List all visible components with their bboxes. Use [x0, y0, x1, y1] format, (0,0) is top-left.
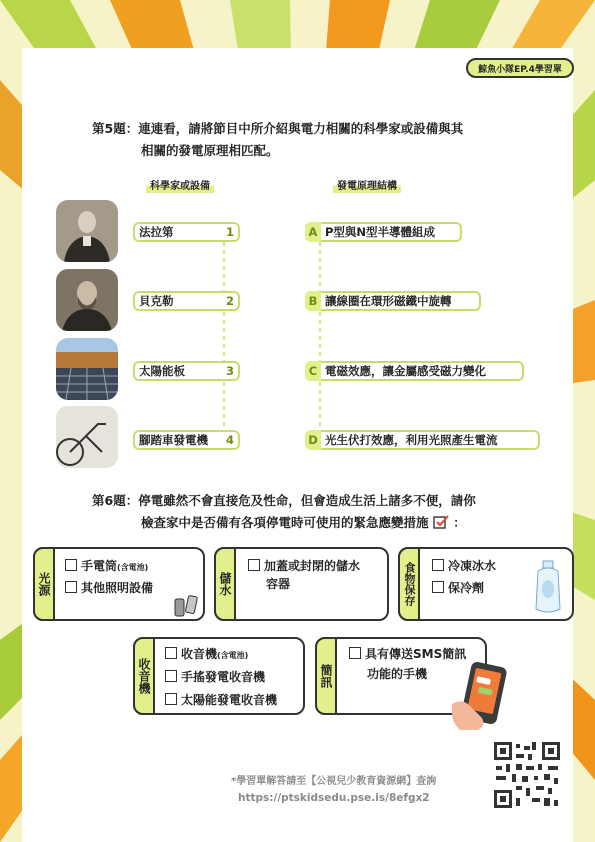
q6-line2-text: 檢查家中是否備有各項停電時可使用的緊急應變措施 [141, 515, 429, 530]
check-item-hand-crank-radio[interactable]: 手搖發電收音機 [165, 668, 265, 685]
hand-phone-icon [452, 660, 512, 732]
becquerel-photo [56, 269, 118, 331]
q6-line2-end: ： [453, 515, 466, 530]
bicycle-photo [56, 406, 118, 468]
left-item-4[interactable] [133, 430, 240, 450]
right-item-d[interactable] [305, 430, 540, 450]
faraday-photo [56, 200, 118, 262]
right-item-letter: B [305, 291, 321, 311]
answer-note: *學習單解答請至【公視兒少教育資源網】查詢 [231, 776, 437, 787]
checkbox[interactable] [165, 693, 177, 705]
card-food-storage [398, 547, 574, 621]
left-item-2[interactable] [133, 291, 240, 311]
card-light-source [33, 547, 205, 621]
solar-panel-photo [56, 338, 118, 400]
checkbox[interactable] [432, 559, 444, 571]
check-item-other-lighting[interactable]: 其他照明設備 [65, 579, 153, 596]
left-item-number: 2 [225, 294, 234, 308]
right-item-c[interactable] [305, 361, 524, 381]
check-item-frozen-water[interactable]: 冷凍冰水 [432, 557, 496, 574]
q6-line2 [141, 512, 466, 534]
check-item-flashlight[interactable]: 手電筒(含電池) [65, 557, 148, 574]
left-item-label: 貝克勒 [139, 294, 174, 308]
right-item-a[interactable] [305, 222, 462, 242]
check-item-water-container[interactable]: 加蓋或封閉的儲水 [248, 557, 360, 574]
card-side-label: 光源 [33, 547, 55, 621]
answer-url[interactable]: https://ptskidsedu.pse.is/8efgx2 [238, 792, 430, 804]
check-item-water-container-line2: 容器 [266, 577, 291, 591]
right-item-b[interactable] [305, 291, 481, 311]
left-item-label: 法拉第 [139, 225, 174, 239]
left-item-3[interactable] [133, 361, 240, 381]
checkbox[interactable] [65, 581, 77, 593]
left-item-label: 太陽能板 [139, 364, 185, 378]
card-side-label: 儲水 [214, 547, 236, 621]
battery-icon [173, 593, 201, 617]
q5-line2: 相關的發電原理相匹配。 [141, 143, 279, 158]
checkbox[interactable] [432, 581, 444, 593]
check-item-sms-phone[interactable]: 具有傳送SMS簡訊 [349, 645, 466, 662]
checkbox[interactable] [165, 647, 177, 659]
card-water-storage [214, 547, 389, 621]
right-item-letter: C [305, 361, 321, 381]
checkbox[interactable] [248, 559, 260, 571]
header-tag: 鯨魚小隊EP.4學習單 [466, 58, 574, 78]
checkbox[interactable] [165, 670, 177, 682]
q6-line1: 第6題：停電雖然不會直接危及性命，但會造成生活上諸多不便，請你 [92, 493, 476, 508]
left-item-number: 3 [225, 364, 234, 378]
right-item-label: P型與N型半導體組成 [325, 225, 436, 239]
check-item-ice-pack[interactable]: 保冷劑 [432, 579, 484, 596]
check-item-solar-radio[interactable]: 太陽能發電收音機 [165, 691, 277, 708]
water-bottle-icon [530, 559, 566, 615]
check-item-sms-phone-line2: 功能的手機 [367, 667, 428, 681]
left-item-number: 4 [225, 433, 234, 447]
left-item-1[interactable] [133, 222, 240, 242]
card-radio [133, 637, 305, 715]
right-item-letter: A [305, 222, 321, 242]
checkbox[interactable] [65, 559, 77, 571]
right-item-label: 讓線圈在環形磁鐵中旋轉 [325, 294, 452, 308]
right-item-label: 電磁效應，讓金屬感受磁力變化 [325, 364, 486, 378]
card-side-label: 收音機 [133, 637, 155, 715]
left-item-number: 1 [225, 225, 234, 239]
checkbox[interactable] [349, 647, 361, 659]
checkbox-check-icon [433, 515, 449, 529]
right-item-letter: D [305, 430, 321, 450]
q5-line1: 第5題：連連看，請將節目中所介紹與電力相關的科學家或設備與其 [92, 121, 464, 136]
qr-code[interactable] [492, 740, 562, 810]
card-side-label: 食物保存 [398, 547, 420, 621]
left-item-label: 腳踏車發電機 [139, 433, 208, 447]
left-column-header: 科學家或設備 [146, 176, 214, 193]
check-item-radio[interactable]: 收音機(含電池) [165, 645, 248, 662]
right-column-header: 發電原理結構 [333, 176, 401, 193]
card-side-label: 簡訊 [315, 637, 337, 715]
right-item-label: 光生伏打效應，利用光照產生電流 [325, 433, 498, 447]
